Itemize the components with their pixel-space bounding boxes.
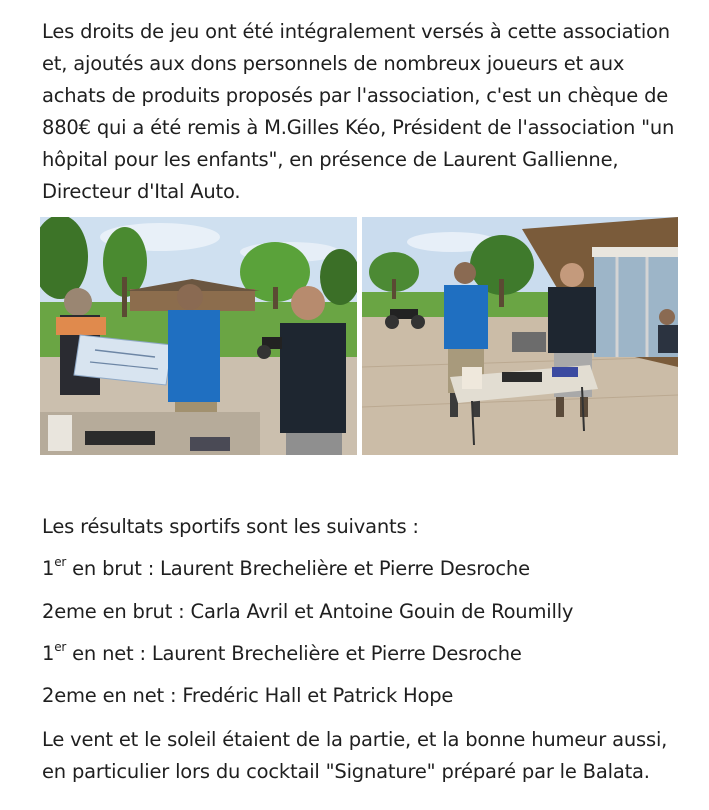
closing-line: en particulier lors du cocktail "Signature" préparé par le Balata.: [42, 760, 650, 783]
result-item: [42, 680, 453, 712]
intro-line: achats de produits proposés par l'association, c'est un chèque de: [42, 84, 669, 107]
result-item: [42, 596, 573, 628]
closing-paragraph: [42, 724, 692, 788]
intro-line: 880€ qui a été remis à M.Gilles Kéo, Président de l'association "un: [42, 116, 675, 139]
result-text: en brut : Carla Avril et Antoine Gouin de Roumilly: [96, 600, 574, 623]
result-rank: 2eme: [42, 600, 97, 623]
intro-line: Directeur d'Ital Auto.: [42, 180, 241, 203]
photo-cheque-presentation: [40, 217, 357, 455]
result-text: en net : Laurent Brechelière et Pierre Desroche: [66, 642, 522, 665]
result-item: [42, 553, 530, 585]
photo-stand-illustration: [362, 217, 678, 455]
photo-cheque-illustration: [40, 217, 357, 455]
intro-line: et, ajoutés aux dons personnels de nombreux joueurs et aux: [42, 52, 625, 75]
results-title: Les résultats sportifs sont les suivants :: [42, 515, 419, 538]
result-item: [42, 638, 522, 670]
intro-paragraph: [42, 16, 692, 208]
result-rank-suffix: er: [54, 639, 67, 654]
result-rank-suffix: er: [54, 554, 67, 569]
result-rank: 1: [42, 557, 55, 580]
closing-line: Le vent et le soleil étaient de la partie, et la bonne humeur aussi,: [42, 728, 668, 751]
intro-line: Les droits de jeu ont été intégralement versés à cette association: [42, 20, 670, 43]
photo-association-stand: [362, 217, 678, 455]
result-text: en net : Fredéric Hall et Patrick Hope: [96, 684, 454, 707]
result-rank: 2eme: [42, 684, 97, 707]
result-rank: 1: [42, 642, 55, 665]
intro-line: hôpital pour les enfants", en présence de Laurent Gallienne,: [42, 148, 619, 171]
result-text: en brut : Laurent Brechelière et Pierre Desroche: [66, 557, 530, 580]
